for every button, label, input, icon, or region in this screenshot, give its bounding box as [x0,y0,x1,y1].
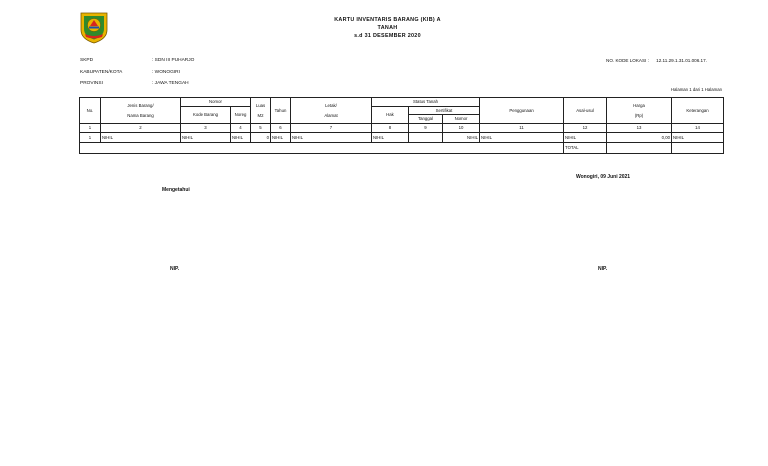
column-number: 2 [101,123,181,132]
column-number: 11 [480,123,564,132]
column-number: 4 [231,123,251,132]
inventory-table [79,97,724,154]
meta-value: : JAWA TENGAH [152,81,189,86]
col-header-harga [607,98,672,124]
table-row [80,132,724,142]
cell-jenis: NIHIL [101,132,181,142]
cell-hak: NIHIL [372,132,409,142]
meta-value: : SDN III PUHARJO [152,58,195,63]
cell-luas: 0 [251,132,271,142]
cell-keterangan: NIHIL [672,132,724,142]
column-number: 6 [271,123,291,132]
kode-lokasi-label: NO. KODE LOKASI : [606,58,649,63]
cell-asal-usul: NIHIL [564,132,607,142]
column-number: 5 [251,123,271,132]
cell-harga: 0,00 [607,132,672,142]
meta-value: : WONOGIRI [152,69,180,75]
col-header-luas-line2: M2 [257,112,264,118]
col-header-status-tanah: Status Tanah [372,98,480,107]
meta-label: SKPD [80,58,94,63]
regency-emblem-logo [78,10,110,44]
col-header-kode-barang: Kode Barang [181,106,231,123]
mengetahui-label: Mengetahui [162,187,190,193]
page-indicator: Halaman 1 dari 1 Halaman [670,87,722,92]
total-label: TOTAL [564,142,607,153]
cell-kode-barang: NIHIL [181,132,231,142]
title-line-2: TANAH [377,25,398,31]
meta-label: KABUPATEN/KOTA [80,69,123,75]
cell-register: NIHIL [231,132,251,142]
column-number: 12 [564,123,607,132]
col-header-nomor-sertifikat: Nomor [443,115,480,124]
column-number: 7 [291,123,372,132]
col-header-jenis-line1: Jenis Barang/ [127,102,154,108]
col-header-luas [251,98,271,124]
col-header-tahun: Tahun [271,98,291,124]
column-number: 10 [443,123,480,132]
total-row [80,142,724,153]
col-header-hak: Hak [372,106,409,123]
meta-label: PROVINSI [80,81,103,86]
total-keterangan [672,142,724,153]
col-header-keterangan: Keterangan [672,98,724,124]
col-header-letak-line1: Letak/ [325,102,337,108]
column-number: 14 [672,123,724,132]
col-header-sertifikat: Sertifikat [409,106,480,115]
column-number: 1 [80,123,101,132]
col-header-harga-line2: (Rp) [634,112,644,118]
col-header-asal-usul: Asal-usul [564,98,607,124]
col-header-jenis-line2: Nama Barang [127,112,154,118]
cell-tanggal [409,132,443,142]
col-header-no: No. [80,98,101,124]
column-number: 3 [181,123,231,132]
nip-left: NIP. [170,266,180,272]
col-header-register: Noreg [231,106,251,123]
col-header-luas-line1: Luas [255,102,266,108]
cell-nomor-sertifikat: NIHIL [443,132,480,142]
column-number: 8 [372,123,409,132]
cell-penggunaan: NIHIL [480,132,564,142]
cell-no: 1 [80,132,101,142]
kode-lokasi-value: 12.11.29.1.31.01.006.17. [656,58,707,63]
col-header-letak-line2: Alamat [324,112,338,118]
signing-date: Wonogiri, 09 Juni 2021 [576,174,631,180]
nip-right: NIP. [598,266,608,272]
title-line-3: s.d 31 DESEMBER 2020 [354,33,421,39]
cell-letak: NIHIL [291,132,372,142]
kode-lokasi [606,58,707,63]
col-header-penggunaan: Penggunaan [480,98,564,124]
table-header-row-1 [80,98,724,107]
document-title [300,16,475,40]
column-number: 13 [607,123,672,132]
column-number: 9 [409,123,443,132]
col-header-tanggal: Tanggal [409,115,443,124]
column-number-row [80,123,724,132]
total-value [607,142,672,153]
title-line-1: KARTU INVENTARIS BARANG (KIB) A [334,17,441,23]
col-header-jenis [101,98,181,124]
cell-tahun: NIHIL [271,132,291,142]
col-header-harga-line1: Harga [633,102,645,108]
col-header-letak [291,98,372,124]
total-spacer [80,142,564,153]
col-header-nomor: Nomor [181,98,251,107]
